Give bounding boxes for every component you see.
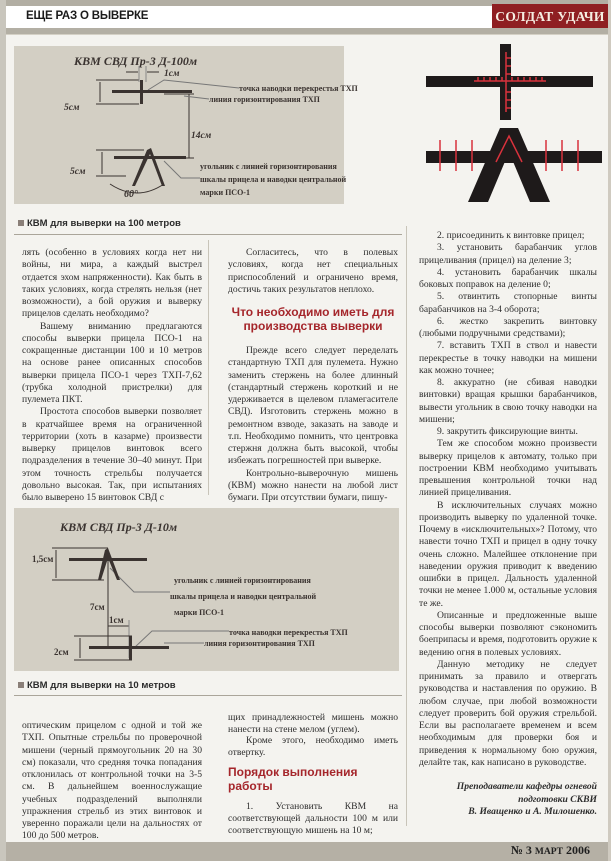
fig2-title: КВМ СВД Пр-3 Д-10м [60, 520, 178, 534]
paragraph: Описанные и предложенные выше способы выверки позволяют сэкономить боеприпасы и время, подготовить оружие к ведению огня в полевых условиях. [419, 609, 597, 658]
issue-month: МАРТ [534, 847, 563, 857]
fig1-leader [148, 80, 239, 90]
paragraph: Простота способов выверки позволяет в кратчайшее время на ограниченной территории (хоть в казарме) произвести выверку прицелов винтовок всего подразделения в течение 30–40 минут. При этом точность стрельбы получается довольно высокая. Так, при испытаниях было выверено 15 винтовок СВД с [22, 406, 202, 503]
fig1-label-point: точка наводки перекрестья ТХП [239, 84, 358, 93]
fig1-caption [18, 218, 181, 229]
pso1-reticle-illustration [418, 44, 606, 212]
fig2-caption [18, 680, 176, 691]
signature-authors: В. Иващенко и А. Милошенко. [468, 806, 597, 817]
fig2-label-point: точка наводки перекрестья ТХП [229, 628, 348, 637]
caption-bullet-icon [18, 682, 24, 688]
fig1-top-vertical-bar [140, 80, 143, 104]
subheading-requirements: Что необходимо иметь для производства выверки [231, 305, 395, 333]
fig2-dim-top-height: 1,5см [32, 554, 54, 564]
paragraph: Данную методику не следует принимать за правило и отвергать руководства и наставления по оружию. В любом случае, при любой возможности следует проверить бой оружия стрельбой. Если вы располагаете временем и всем необходимым для проверки боя и приведения к нормальному бою оружия, делайте так, как написано в руководстве. [419, 658, 597, 768]
fig1-top-horizontal-bar [112, 90, 192, 93]
page-footer [6, 842, 608, 861]
caption-bullet-icon [18, 220, 24, 226]
paragraph: Тем же способом можно произвести выверку прицелов к автомату, только при построении КВМ необходимо учитывать превышения контрольной точки над линией прицеливания. [419, 438, 597, 499]
fig1-label-line: линия горизонтирования ТХП [209, 95, 320, 104]
paragraph: Контрольно-выверочную мишень (КВМ) можно нанести на любой лист бумаги. При отсутствии бумаги, пишу- [228, 467, 398, 503]
fig1-angle: 60° [124, 189, 138, 200]
kvm-100m-diagram [14, 46, 358, 204]
fig1-leader [164, 161, 200, 178]
fig2-label-corner-1: угольник с линией горизонтирования [174, 576, 311, 585]
step-item: 1. Установить КВМ на соответствующей дальности 100 м или соответствующую мишень на 10 м; [228, 801, 398, 836]
step-item: 5. отвинтить стопорные винты барабанчиков на 3-4 оборота; [419, 291, 597, 315]
step-item: 7. вставить ТХП в ствол и навести перекрестье в точку наводки на мишени как можно точнее; [419, 340, 597, 376]
caption-rule [14, 234, 402, 235]
paragraph: оптическим прицелом с одной и той же ТХП. Опытные стрельбы по проверочной мишени (черный прямоугольник 20 на 30 см) показали, что средняя точка попадания отклонилась от контрольной точки на 3-5 см. В дальнейшем военнослужащие учебных подразделений выполняли упражнения стрельб из этих винтовок и уверенно поражали цели на дальностях от 100 до 500 метров. [22, 720, 202, 842]
page-edge-left [0, 0, 6, 861]
author-signature [419, 781, 597, 819]
step-item: 9. закрутить фиксирующие винты. [437, 426, 578, 437]
figure-kvm-100m [14, 46, 358, 204]
article-column-2-continued [228, 712, 398, 836]
fig1-label-corner-2: шкалы прицела и наводки центральной [200, 175, 347, 184]
paragraph: Кроме этого, необходимо иметь отвертку. [228, 735, 398, 758]
subheading-procedure: Порядок выполнения работы [228, 765, 358, 793]
fig1-dim-top-height: 5см [64, 103, 80, 113]
paragraph: Согласитесь, что в полевых условиях, когда нет специальных приспособлений и ограничено время, достичь таких результатов неплохо. [228, 247, 398, 295]
step-item: 6. жестко закрепить винтовку (любыми подручными средствами); [419, 315, 597, 339]
caption-rule [14, 695, 402, 696]
fig1-corner-mark [132, 148, 165, 186]
fig1-dim-bottom-height: 5см [70, 167, 86, 177]
section-title: ЕЩЕ РАЗ О ВЫВЕРКЕ [26, 10, 149, 22]
fig1-dim-gap: 14см [191, 131, 212, 141]
article-column-3 [419, 230, 597, 819]
fig2-dim-bottom-height: 2см [54, 647, 69, 657]
fig2-label-line: линия горизонтирования ТХП [204, 639, 315, 648]
paragraph: В исключительных случаях можно производить выверку по удаленной точке. Почему в «исключительных»? Потому, что навести точно ТХП и прицел в одну точку очень сложно. Малейшее отклонение при наведении оружия приводит к введению ошибки в прицел. Дальность удаленной точки не менее 1.000 м, остальные условия те же. [419, 499, 597, 609]
fig1-bottom-horizontal-bar [114, 156, 186, 159]
column-divider [208, 240, 209, 495]
step-item: 3. установить барабанчик углов прицеливания (прицел) на деление 3; [419, 242, 597, 266]
fig1-title: КВМ СВД Пр-3 Д-100м [74, 54, 198, 68]
article-column-1 [22, 247, 202, 504]
fig2-caption-text: КВМ для выверки на 10 метров [27, 680, 176, 691]
reticle-crosshair [426, 44, 593, 120]
paragraph: Прежде всего следует переделать стандартную ТХП для пулемета. Нужно заменить стержень на более длинный (стандартный стержень короткий и не удерживается в щелевом пламегасителе СВД). Изготовить стержень можно в ремонтном взводе, заказать на заводе и т.п. Необходимо помнить, что центровка стержня должна быть высокой, чтобы избежать погрешностей при выверке. [228, 345, 398, 467]
signature-line: Преподаватели кафедры огневой [456, 781, 597, 792]
fig1-caption-text: КВМ для выверки на 100 метров [27, 218, 181, 229]
step-item: 8. аккуратно (не сбивая наводки винтовки) вращая крышки барабанчиков, вывести угольник в свою точку наводки на мишени; [419, 377, 597, 425]
fig2-top-horizontal-bar [69, 558, 147, 561]
issue-number: № 3 [510, 843, 532, 857]
magazine-brand: СОЛДАТ УДАЧИ [492, 4, 608, 30]
column-divider [406, 226, 407, 826]
header-rule-thin [6, 34, 608, 35]
signature-line: подготовки СКВИ [518, 793, 597, 805]
reticle-chevron-mark [468, 128, 550, 202]
fig2-dim-gap: 7см [90, 602, 105, 612]
fig2-corner-mark [98, 548, 120, 580]
paragraph: лять (особенно в условиях когда нет ни войны, ни мира, а каждый выстрел отдается эхом напряженности). Как быть в таких условиях, когда стрелять нельзя (нет возможности), а бой оружия и выверку прицелов сделать необходимо? [22, 247, 202, 320]
step-item: 2. присоединить к винтовке прицел; [437, 230, 585, 241]
reticle-chevron [426, 128, 602, 202]
fig2-label-corner-2: шкалы прицела и наводки центральной [170, 592, 317, 601]
fig2-bottom-vertical-bar [129, 636, 132, 660]
paragraph: щих принадлежностей мишень можно нанести на стене мелом (углем). [228, 712, 398, 735]
article-column-1-continued [22, 720, 202, 843]
fig1-leader [184, 96, 209, 99]
issue-info [511, 843, 590, 858]
paragraph: Вашему вниманию предлагаются способы выверки прицела ПСО-1 на сокращенные дистанции 100 и 10 метров на основе ранее описанных способов выверки прицела ПСО-1 через ТХП-7,62 (трубка холодной пристрелки) для пулемета ПКТ. [22, 320, 202, 405]
fig2-label-corner-3: марки ПСО-1 [174, 608, 224, 617]
issue-year: 2006 [566, 843, 590, 857]
page-header [6, 6, 608, 28]
kvm-10m-diagram [14, 508, 399, 671]
fig1-dim-width: 1см [164, 69, 180, 79]
fig1-label-corner-3: марки ПСО-1 [200, 188, 250, 197]
step-item: 4. установить барабанчик шкалы боковых поправок на деление 0; [419, 266, 597, 290]
fig2-dim-width: 1см [109, 615, 124, 625]
figure-kvm-10m [14, 508, 399, 671]
article-column-2 [228, 247, 398, 504]
fig1-label-corner-1: угольник с линией горизонтирования [200, 162, 337, 171]
